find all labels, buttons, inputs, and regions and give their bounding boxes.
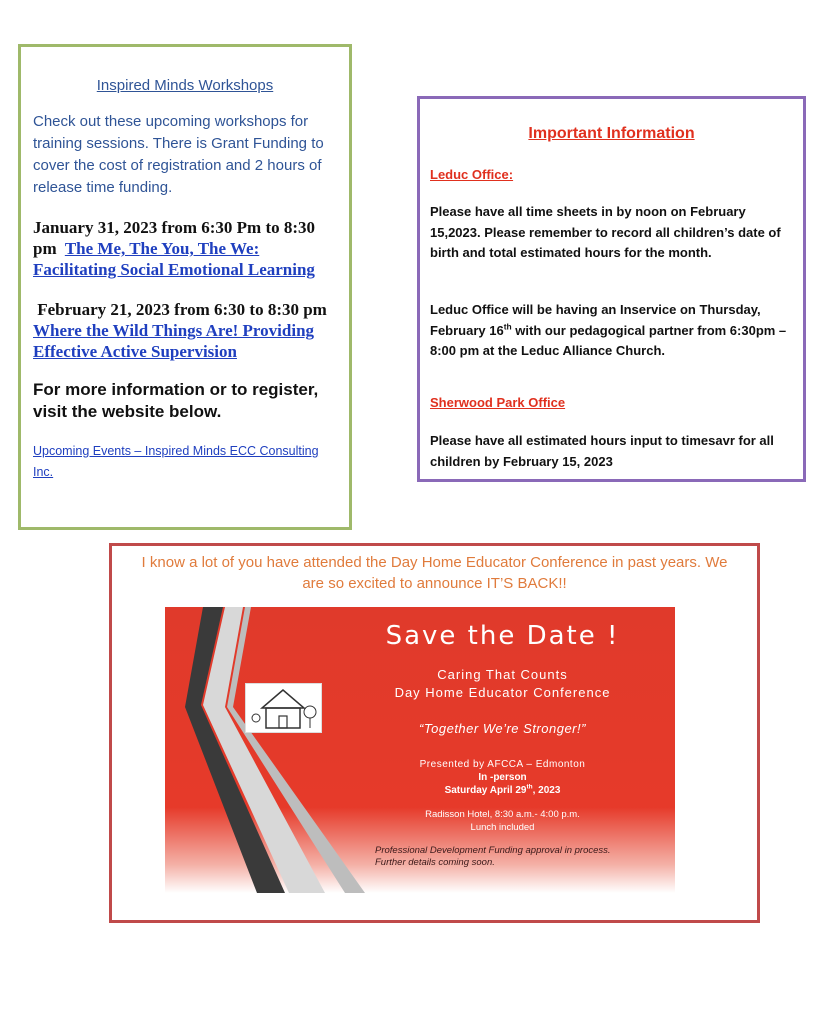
website-link[interactable]: Upcoming Events – Inspired Minds ECC Consulting Inc. [33, 444, 319, 479]
conference-box [109, 543, 760, 923]
workshop-link[interactable]: The Me, The You, The We: Facilitating Social Emotional Learning [33, 239, 315, 279]
in-person-label: In -person [478, 772, 527, 783]
workshop-event [33, 217, 341, 280]
workshop-link[interactable]: Where the Wild Things Are! Providing Effective Active Supervision [33, 321, 315, 361]
workshop-date: February 21, 2023 from 6:30 to 8:30 pm [37, 300, 327, 319]
leduc-heading: Leduc Office: [430, 167, 514, 182]
leduc-timesheet-note: Please have all time sheets in by noon on February 15,2023. Please remember to record all children’s date of birth and total estimated hours for the month. [430, 204, 781, 260]
house-logo-icon [245, 683, 322, 733]
workshop-date: January 31, 2023 from 6:30 Pm to 8:30 pm [33, 218, 316, 258]
presented-by: Presented by AFCCA – Edmonton [419, 759, 586, 770]
conference-flyer [165, 607, 675, 893]
workshops-title: Inspired Minds Workshops [96, 77, 274, 94]
conference-date: Saturday April 29th, 2023 [444, 783, 561, 796]
lunch-note: Lunch included [470, 822, 535, 833]
workshop-event [33, 299, 341, 362]
conference-tagline: “Together We’re Stronger!” [419, 721, 586, 736]
conference-announcement: I know a lot of you have attended the Day Home Educator Conference in past years. We are so excited to announce IT’S BACK!! [141, 554, 728, 592]
conference-subtitle: Caring That Counts [437, 667, 568, 682]
conference-venue: Radisson Hotel, 8:30 a.m.- 4:00 p.m. [425, 809, 580, 820]
pd-funding-note: Professional Development Funding approval in process. [375, 845, 611, 856]
save-the-date-heading: Save the Date ! [385, 621, 620, 651]
sherwood-note: Please have all estimated hours input to timesavr for all children by February 15, 2023 [430, 433, 774, 469]
workshops-box [18, 44, 352, 530]
details-coming-note: Further details coming soon. [375, 857, 495, 868]
conference-name: Day Home Educator Conference [394, 685, 611, 700]
info-title: Important Information [528, 125, 695, 142]
more-info-text: For more information or to register, visit the website below. [33, 380, 319, 421]
sherwood-heading: Sherwood Park Office [430, 395, 566, 410]
workshops-intro: Check out these upcoming workshops for training sessions. There is Grant Funding to cover the cost of registration and 2 hours of release time funding. [33, 113, 324, 196]
leduc-inservice-note: Leduc Office will be having an Inservice on Thursday, February 16th with our pedagogical partner from 6:30pm – 8:00 pm at the Leduc Alliance Church. [430, 302, 787, 358]
important-info-box [417, 96, 806, 482]
